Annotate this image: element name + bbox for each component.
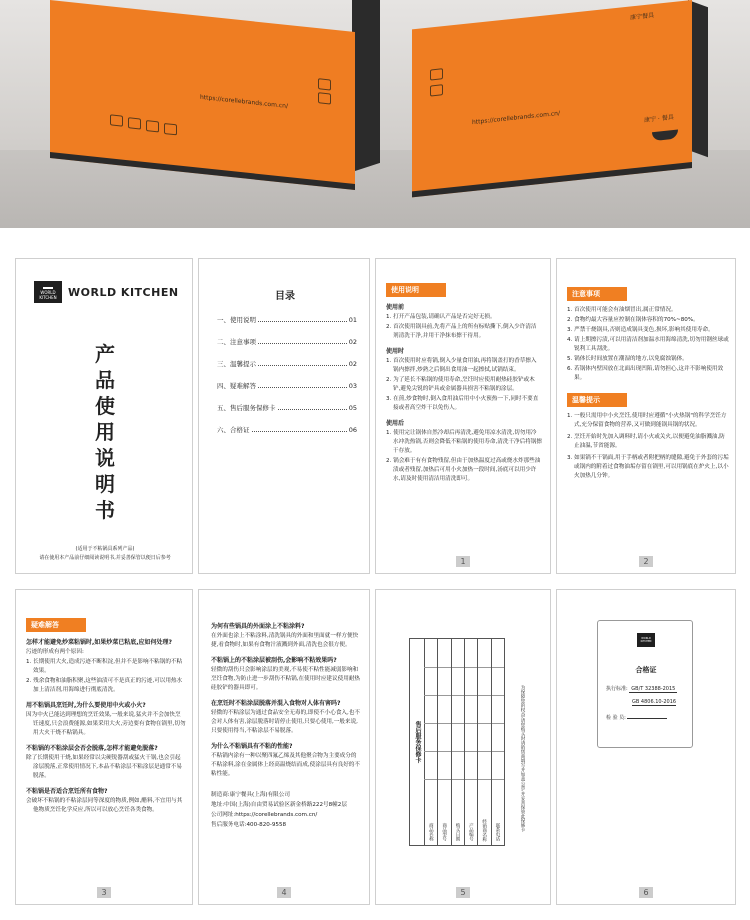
toc-dots [252, 431, 347, 432]
usage-item: 2. 为了延长不粘锅的使用寿命,烹饪时应使用耐热硅胶铲或木铲,避免尖锐的铲具或金属器具损害不粘锅的涂层。 [386, 377, 535, 392]
product-photo [0, 0, 750, 228]
warranty-grid-line [492, 723, 504, 724]
notes-title: 注意事项 [567, 287, 627, 301]
page-number-6: 6 [639, 887, 653, 898]
faq-title: 疑难解答 [26, 618, 86, 632]
page-number-3: 3 [97, 887, 111, 898]
faq-question: 怎样才能避免炒菜粘锅时,如果炒菜已粘底,应如何处理? [26, 639, 173, 646]
toc-dots [258, 387, 347, 388]
faq-question: 用不粘锅具烹饪时,为什么要使用中火或小火? [26, 702, 146, 709]
toc-item-label: 五、售后服务保修卡 [217, 404, 276, 412]
certificate-page [556, 589, 736, 905]
box-icon-1 [110, 114, 123, 126]
world-kitchen-logo [34, 281, 62, 303]
box-icon-3 [146, 120, 159, 132]
box-icon-7 [430, 68, 443, 80]
warranty-grid-line [452, 695, 464, 696]
brand-name: WORLD KITCHEN [68, 286, 179, 299]
title-char: 书 [95, 498, 115, 522]
warranty-row-label: 商品名称 [428, 823, 434, 841]
usage-group-head: 使用后 [386, 420, 405, 427]
toc-item [217, 337, 357, 346]
cert-standard-1: GB/T 32388-2015 [631, 686, 676, 692]
toc-item-page: 06 [348, 426, 357, 434]
note-item: 4. 请上期擦污渍,可以用清洁剂加温水用海绵清洗,切勿用钢丝球或锐利工具刮洗。 [567, 337, 729, 352]
cert-standard-row [606, 685, 677, 692]
warranty-grid-line [465, 723, 477, 724]
warranty-row [437, 639, 450, 845]
toc-item-page: 03 [348, 382, 357, 390]
usage-item: 3. 在煎,炒食物时,倒入食用油后用中小火预热一下,同时不要直接或者高空炸干以免伤人。 [386, 396, 539, 411]
usage-item: 1. 打开产品包装,请确认产品是否完好无损。 [386, 314, 496, 320]
warranty-row-label: 联系电话 [494, 823, 500, 841]
title-char: 明 [95, 472, 115, 496]
company-address: 地址:中国(上海)自由贸易试验区新金桥路222号8幢2层 [211, 802, 347, 808]
faq2-question: 为何有些锅具的外面涂上不粘涂料? [211, 623, 305, 630]
note-item: 5. 锅体长时间放置在潮湿的地方,以免腐蚀锅体。 [567, 356, 688, 362]
toc-item-label: 六、合格证 [217, 426, 250, 434]
faq-page [15, 589, 193, 905]
warranty-page [375, 589, 551, 905]
tip-item: 3. 如果锅不干锅面,用于手柄或者附把柄的缝隙,避免于外套的污垢或锅内的附着过食物油垢存留在锅里,可以用锅底在炉火上,以小火加热几分钟。 [567, 455, 729, 479]
usage-item: 1. 使用完让锅体自然冷却后再清洗,避免用凉水清洗,切勿用冷水冲洗热锅,否则会降低不粘锅的使用寿命,清洗干净后将锅擦干存放。 [386, 430, 542, 454]
usage-content [386, 283, 542, 485]
cert-logo-line1: WORLD [641, 637, 651, 640]
tip-item: 2. 烹饪开始时先加入调料时,请小火或关火,以便避免油脂溅油,防止油温,节省能源。 [567, 434, 725, 449]
warranty-grid-line [478, 751, 490, 752]
box-icon-6 [318, 92, 331, 104]
faq-answer: 因为中火已能达到理想的烹饪效果,一般来说,猛火并不会加快烹饪速度,只会浪费能源,如果采用大火,旁边要有食物在锅里,切勿用大火干烧不粘锅具。 [26, 712, 186, 736]
tips-list [567, 412, 729, 481]
box-right-url: https://corellebrands.com.cn/ [472, 109, 560, 127]
warranty-card [409, 638, 505, 846]
warranty-grid-line [478, 667, 490, 668]
box-right-small-text: 康宁 · 餐具 [644, 113, 674, 125]
note-item: 3. 严禁干烧锅具,否则造成锅具变色,损坏,影响其使用寿命。 [567, 327, 714, 333]
pan-icon [652, 129, 678, 141]
warranty-row [477, 639, 490, 845]
cert-title: 合格证 [635, 666, 657, 674]
faq2-question: 在烹饪时不粘涂层脱落并混入食物对人体有害吗? [211, 700, 341, 707]
manual-title [16, 341, 193, 523]
box-left-side-panel [352, 0, 380, 172]
warranty-grid-line [452, 723, 464, 724]
note-item: 2. 食物约最大容量应控制在锅体容积的70%~80%。 [567, 317, 699, 323]
company-name: 制造商:康宁餐具(上海)有限公司 [211, 792, 290, 798]
warranty-grid-line [424, 751, 437, 752]
faq-answer: 2. 残余食物和油脂积聚,这些油渍可不是真正的污迹,可以用热水加上清洁剂,用海绵进行彻底清洗。 [26, 678, 183, 693]
title-char: 产 [95, 342, 115, 366]
faq2-question: 为什么不粘锅具有不粘的性能? [211, 743, 293, 750]
warranty-grid-line [438, 723, 450, 724]
box-icon-4 [164, 123, 177, 135]
usage-group-head: 使用前 [386, 304, 405, 311]
logo-line1: WORLD [40, 290, 56, 295]
toc-item [217, 425, 357, 434]
warranty-grid-line [478, 723, 490, 724]
usage-item: 1. 首次使用时应将锅,倒入少量食用油,再将锅盖打的香草擦入锅内擦拌,炒熟之后倒出食用油一起擦拭,试锅结束。 [386, 358, 537, 373]
warranty-rows [424, 639, 504, 845]
box-icon-5 [318, 78, 331, 90]
usage-item: 2. 首次使用锅具前,先将产品上的所有标贴撕下,倒入少许清洁剂清洗干净,并用干净抹布擦干待用。 [386, 324, 537, 339]
warranty-row-label: 商品型号 [441, 823, 447, 841]
toc-item-label: 四、疑难解答 [217, 382, 256, 390]
faq2-question: 不粘锅上的不粘涂层被刮伤,会影响不粘效果吗? [211, 657, 337, 664]
warranty-grid-line [465, 751, 477, 752]
toc-item-label: 一、使用说明 [217, 316, 256, 324]
toc-item-page: 05 [348, 404, 357, 412]
warranty-row [464, 639, 477, 845]
warranty-grid-line [492, 695, 504, 696]
logo-line2: KITCHEN [39, 295, 57, 300]
faq-answer: 会破坏不粘锅的不粘涂层同等深度的物质,例如,醋料,不宜用与其他物质烹饪化学反应,所以可以放心烹饪各类食物。 [26, 798, 183, 813]
toc-item-page: 01 [348, 316, 357, 324]
manual-cover-page [15, 258, 193, 574]
notes-content [567, 287, 729, 484]
warranty-grid-line [492, 751, 504, 752]
toc-item [217, 359, 357, 368]
cover-note-1: (适用于不粘锅具系列产品) [75, 546, 135, 552]
warranty-grid-line [438, 695, 450, 696]
title-char: 用 [95, 420, 115, 444]
pot-icon [43, 287, 53, 289]
toc-item-page: 02 [348, 360, 357, 368]
warranty-grid-line [492, 667, 504, 668]
warranty-grid-line [465, 667, 477, 668]
faq2-page [198, 589, 370, 905]
warranty-grid-line [438, 667, 450, 668]
service-hotline: 售后服务电话:400-820-9558 [211, 822, 287, 828]
cert-logo-line2: KITCHEN [640, 640, 652, 643]
page-number-4: 4 [277, 887, 291, 898]
faq2-answer: 不粘锅内涂有一种以聚四氟乙烯及其他聚合物为主要成分的不粘涂料,涂在金属体上经高温烧结而成,使涂层具有良好的不粘性能。 [211, 753, 360, 777]
tips-title: 温馨提示 [567, 393, 627, 407]
toc-dots [258, 343, 347, 344]
faq-answer: 污迹的形成有两个原因: [26, 649, 84, 655]
cert-inspector-row [606, 714, 667, 721]
certificate-card [597, 620, 693, 748]
faq-answer: 除了长期使用干烧,如果经常以尖硬锐器刮或猛火干锅,也会引起涂层脱落,正常使用情况下,本品不粘涂层不粘涂层是通常不易脱落。 [26, 755, 182, 779]
warranty-grid-line [424, 779, 437, 780]
title-char: 说 [95, 446, 115, 470]
toc-item [217, 381, 357, 390]
faq-question: 不粘锅是否适合烹饪所有食物? [26, 788, 108, 795]
note-item: 1. 首次使用可能会有油烟冒出,属正常情况。 [567, 307, 677, 313]
usage-item: 2. 锅会难于有有食物残留,但由于加热温度过高或烧水炸那些油渍或者残留,加热后可用小火加热一段时间,汤底可以用少许水,请及时使用清洁用清洗即可。 [386, 458, 541, 482]
toc-item-label: 二、注意事项 [217, 338, 256, 346]
box-icon-8 [430, 84, 443, 96]
company-website: 公司网址:https://corellebrands.com.cn/ [211, 812, 318, 818]
faq-content [26, 618, 186, 816]
toc-page [198, 258, 370, 574]
faq2-content [211, 616, 361, 831]
box-icon-2 [128, 117, 141, 129]
toc-list [217, 315, 357, 447]
warranty-grid-line [478, 779, 490, 780]
tip-item: 1. 一般只需用中小火烹饪,使用时应遵循"小火热锅"的科学烹饪方式,充分保留食物的营养,又可做到能锅具锅的状况。 [567, 413, 727, 428]
faq-list [26, 637, 186, 815]
warranty-row-label: 产品编号 [468, 823, 474, 841]
faq2-answer: 轻微的不粘涂层为通过食品安全无毒的,即使不小心食入,也不会对人体有害,涂层脱落时请停止使用,只要心使用,一般来说,只要使用得当,不粘涂层不易脱落。 [211, 710, 360, 734]
faq2-answer: 在外面也涂上不粘涂料,清洗锅具的外面和里面就一样方便快捷,看食物时,如果有食物汁液溅到外面,清洗也会很方便。 [211, 633, 359, 648]
warranty-row [491, 639, 504, 845]
warranty-row-label: 经销商名称 [481, 818, 487, 841]
page-number-2: 2 [639, 556, 653, 567]
title-char: 品 [95, 368, 115, 392]
toc-item [217, 315, 357, 324]
warranty-row [424, 639, 437, 845]
warranty-grid-line [452, 751, 464, 752]
faq2-answer: 轻微的刮伤只会影响涂层的美观,不易使不粘性能减弱影响和烹饪食物,为防止进一步刮伤不粘锅,在使用时应建议使用耐热硅胶铲的器具即可。 [211, 667, 360, 691]
toc-title: 目录 [275, 291, 295, 302]
notes-page [556, 258, 736, 574]
warranty-grid-line [424, 723, 437, 724]
notes-list [567, 306, 729, 383]
warranty-title: 售后服务保修卡 [410, 639, 425, 845]
note-item: 6. 若锅体内壁因放在北面出现凹陷,请勿担心,这并不影响使用效果。 [567, 366, 724, 381]
title-char: 使 [95, 394, 115, 418]
toc-item-label: 三、温馨提示 [217, 360, 256, 368]
usage-group-head: 使用时 [386, 348, 405, 355]
warranty-grid-line [424, 695, 437, 696]
page-number-1: 1 [456, 556, 470, 567]
warranty-grid-line [452, 779, 464, 780]
usage-groups [386, 302, 542, 484]
warranty-grid-line [465, 695, 477, 696]
warranty-side-note: 为保障您的权益,请您购买时请销售商填写并加盖公章,并妥善保管此保修卡 [520, 685, 525, 832]
cert-standard-2: GB 4806.10-2016 [632, 699, 677, 705]
cert-inspector-line [627, 718, 667, 719]
cert-logo [637, 633, 655, 647]
box-right-brand: 康宁餐具 [630, 11, 655, 22]
page-number-5: 5 [456, 887, 470, 898]
toc-dots [278, 409, 347, 410]
warranty-grid-line [438, 779, 450, 780]
toc-item [217, 403, 357, 412]
faq-answer: 1. 长期使用大火,造成污迹不断积淀,但并不是影响不粘锅的不粘效果。 [26, 659, 183, 674]
toc-item-page: 02 [348, 338, 357, 346]
box-right [412, 0, 692, 197]
cover-note-2: 请在使用本产品前仔细阅读说明书,并妥善保管以便日后参考 [39, 555, 171, 561]
cert-inspector-label: 检 验 员: [606, 715, 626, 721]
warranty-grid-line [478, 695, 490, 696]
faq-question: 不粘锅的不粘涂层会否会脱落,怎样才能避免脱落? [26, 745, 158, 752]
toc-dots [258, 365, 347, 366]
warranty-grid-line [424, 667, 437, 668]
box-left [50, 0, 355, 190]
company-info [211, 791, 361, 830]
usage-title: 使用说明 [386, 283, 446, 297]
usage-page [375, 258, 551, 574]
warranty-grid-line [452, 667, 464, 668]
warranty-row-label: 购买日期 [454, 823, 460, 841]
cert-standard-label: 执行标准: [606, 686, 628, 692]
warranty-grid-line [492, 779, 504, 780]
faq2-list [211, 621, 361, 779]
box-left-url: https://corellebrands.com.cn/ [200, 93, 288, 111]
warranty-row [451, 639, 464, 845]
warranty-grid-line [465, 779, 477, 780]
toc-dots [258, 321, 347, 322]
warranty-grid-line [438, 751, 450, 752]
